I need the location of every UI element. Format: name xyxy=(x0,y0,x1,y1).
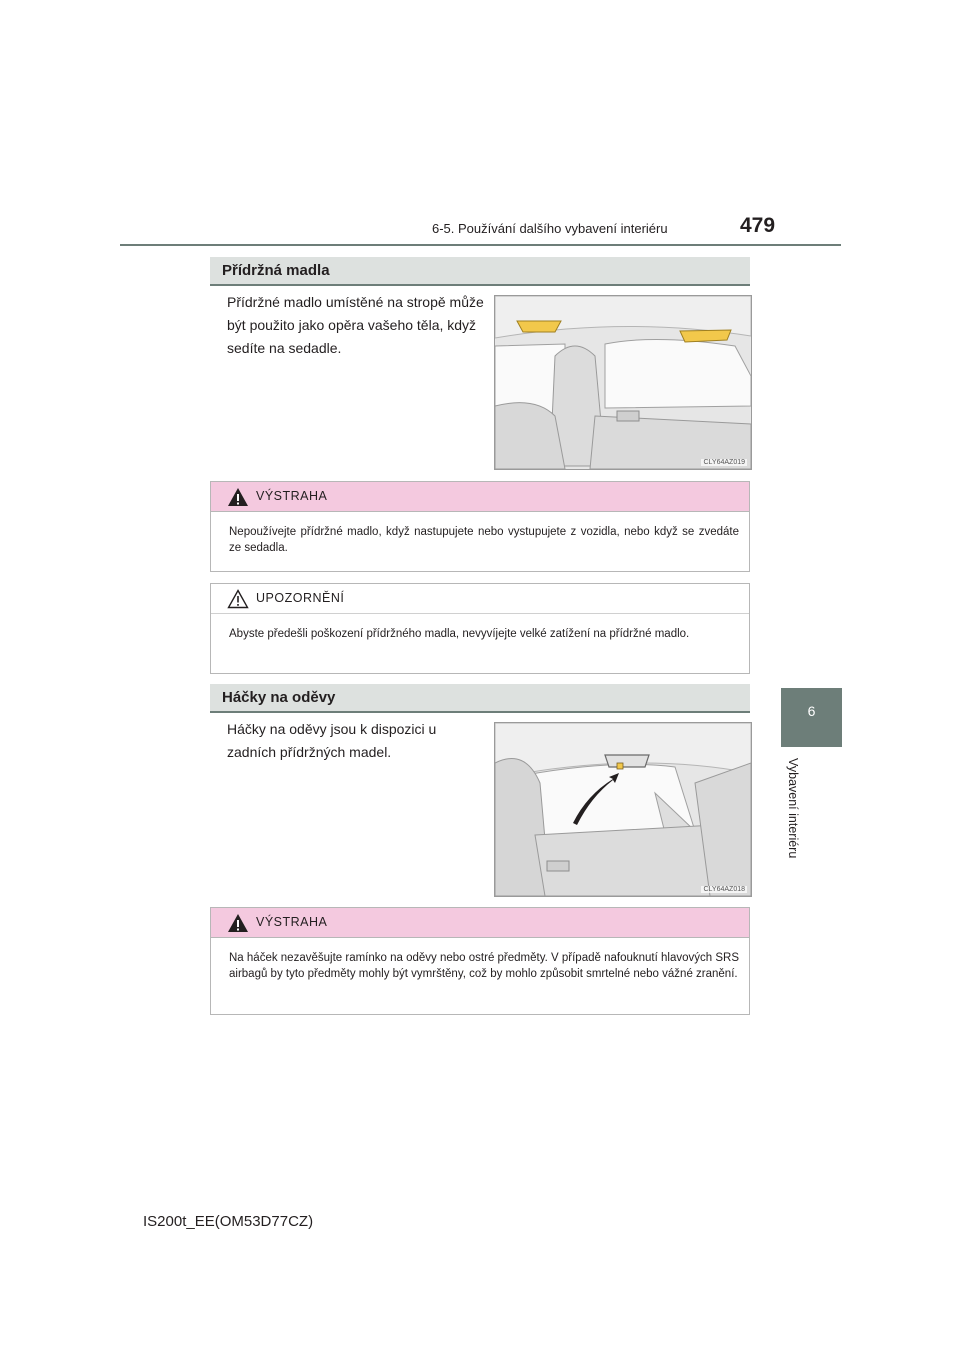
coat-hooks-illustration xyxy=(494,722,752,897)
chapter-label-container xyxy=(786,758,811,878)
notice-box xyxy=(210,583,750,674)
figure-code: CLY64AZ019 xyxy=(703,459,745,466)
running-header-title: 6-5. Používání dalšího vybavení interiéru xyxy=(432,221,668,236)
chapter-number: 6 xyxy=(807,703,816,719)
notice-title: UPOZORNĚNÍ xyxy=(256,591,345,605)
model-code-footer: IS200t_EE(OM53D77CZ) xyxy=(143,1213,314,1230)
warning-header xyxy=(211,908,749,938)
rear-grab-handle xyxy=(605,755,649,767)
notice-header xyxy=(211,584,749,614)
car-rear-window-illustration xyxy=(495,723,751,896)
warning-box xyxy=(210,907,750,1015)
warning-box xyxy=(210,481,750,572)
warning-title: VÝSTRAHA xyxy=(256,489,328,503)
chapter-label: Vybavení interiéru xyxy=(786,758,800,859)
rear-grab-handle xyxy=(680,330,731,342)
notice-text: Abyste předešli poškození přídržného madla, nevyvíjejte velké zatížení na přídržné madlo. xyxy=(229,628,690,640)
page-number: 479 xyxy=(740,214,776,237)
grab-handles-description: Přídržné madlo umístěné na stropě může být použito jako opěra vašeho těla, když sedíte na sedadle. xyxy=(227,294,484,356)
warning-text: Nepoužívejte přídržné madlo, když nastupujete nebo vystupujete z vozidla, nebo když se zvedáte ze sedadla. xyxy=(229,526,739,554)
grab-handles-illustration xyxy=(494,295,752,470)
section-heading-text: Háčky na oděvy xyxy=(222,689,336,706)
warning-text: Na háček nezavěšujte ramínko na oděvy nebo ostré předměty. V případě nafouknutí hlavových SRS airbagů by tyto předměty mohly být vymrštěny, což by mohlo způsobit smrtelné nebo vážné zranění. xyxy=(229,952,739,980)
caution-triangle-icon xyxy=(227,589,249,609)
header-rule xyxy=(120,244,841,246)
section-heading-coat-hooks xyxy=(210,684,750,713)
section-heading-grab-handles xyxy=(210,257,750,286)
coat-hooks-description: Háčky na oděvy jsou k dispozici u zadních přídržných madel. xyxy=(227,721,437,760)
chapter-tab xyxy=(781,688,842,747)
coat-hook xyxy=(617,763,623,769)
front-grab-handle xyxy=(517,321,561,332)
figure-code: CLY64AZ018 xyxy=(703,886,745,893)
car-interior-ceiling-illustration xyxy=(495,296,751,469)
section-heading-text: Přídržná madla xyxy=(222,262,330,279)
warning-title: VÝSTRAHA xyxy=(256,915,328,929)
warning-triangle-icon xyxy=(227,913,249,933)
warning-triangle-icon xyxy=(227,487,249,507)
warning-header xyxy=(211,482,749,512)
